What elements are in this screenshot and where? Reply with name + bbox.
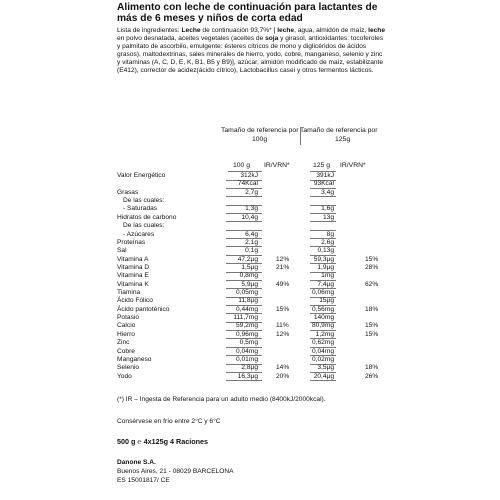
row-underline [310, 380, 336, 381]
column-header-125g: 125 g [313, 162, 331, 169]
value-per-125g: 3,5µg [317, 364, 334, 372]
ref-size-100-value: 100g [252, 136, 268, 143]
nutrient-name: Vitamina E [117, 272, 149, 280]
ir-per-100g: 21% [276, 263, 290, 271]
value-per-125g: 0,06mg [312, 289, 334, 297]
value-per-125g: 7,4µg [317, 280, 334, 288]
column-divider [300, 127, 301, 145]
ir-per-125g: 62% [365, 280, 379, 288]
ir-per-125g: 18% [365, 305, 379, 313]
company-name: Danone S.A. [117, 459, 156, 466]
ingredient-allergen-soy: soja [265, 34, 279, 42]
value-per-100g: 0,1g [245, 247, 258, 255]
ir-per-100g: 14% [276, 364, 290, 372]
ingredient-allergen-milk: Leche [181, 27, 201, 34]
nutrient-name: - Saturadas [123, 205, 158, 213]
nutrient-name: Selenio [117, 364, 139, 372]
value-per-100g: 111,7mg [233, 314, 258, 322]
value-per-125g: 0,02mg [312, 355, 334, 363]
value-per-100g: 1,5µg [241, 263, 258, 271]
value-per-100g: 0,04mg [236, 347, 258, 355]
ir-per-100g: 12% [276, 255, 290, 263]
ir-per-125g: 28% [365, 263, 379, 271]
value-per-125g: 59,3µg [313, 255, 334, 263]
value-per-100g: 74Kcal [237, 180, 258, 188]
ingredient-allergen-milk: leche [277, 27, 295, 34]
value-per-100g: 0,5mg [239, 339, 258, 347]
value-per-125g: 1,9µg [317, 263, 334, 271]
company-code: ES 15001817/ CE [117, 477, 170, 484]
ref-size-125-value: 125g [335, 136, 351, 143]
value-per-100g: 5,9µg [241, 280, 258, 288]
value-per-125g: 1,6g [321, 205, 334, 213]
value-per-100g: 1,3g [245, 205, 258, 213]
value-per-125g: 140mg [313, 314, 334, 322]
row-underline [226, 380, 262, 381]
nutrient-name: Calcio [117, 322, 136, 330]
nutrient-name: Grasas [117, 188, 139, 196]
ir-per-125g: 15% [365, 322, 379, 330]
ir-per-100g: 49% [276, 280, 290, 288]
column-header-ir-100: IR/VRN* [264, 162, 290, 169]
ir-per-100g: 15% [276, 305, 290, 313]
pack-size: 500 g ℮ 4x125g 4 Raciones [117, 437, 209, 446]
ref-size-125-header: Tamaño de referencia por [300, 127, 378, 134]
ingredient-allergen-milk: leche [368, 27, 385, 34]
ir-per-100g: 20% [276, 372, 290, 380]
nutrient-name: Vitamina A [117, 255, 149, 263]
value-per-125g: 1,2mg [315, 330, 334, 338]
storage-instructions: Consérvese en frío entre 2°C y 6°C [117, 418, 221, 425]
footnote: (*) IR – Ingesta de Referencia para un adulto medio (8400kJ/2000kcal). [117, 396, 326, 403]
ir-per-100g: 12% [276, 330, 290, 338]
value-per-100g: 2,7g [245, 188, 258, 196]
value-per-100g: 59,2mg [236, 322, 258, 330]
value-per-125g: 3,4g [321, 188, 334, 196]
nutrient-name: Zinc [117, 339, 130, 347]
nutrient-name: - Azúcares [123, 230, 155, 238]
value-per-100g: 6,4g [245, 230, 258, 238]
ingredients-text: y girasol, antioxidantes: tocoferoles y palmitato de ascorbilo, emulgente: ésteres cítricos de mono y diglicéridos de ácidos grasos), maltodextrinas, sales minerales de hierro, yodo, cobre, manganeso, selenio y zinc y vitaminas (A, C, D, E, K, B1, B5 y B9)], azúcar, almidón modificado de maíz, estabilizante (E412), corrector de acidez(ácido cítrico), Lactobacillus casei y otros fermentos lácticos. [117, 34, 384, 74]
nutrient-name: De las cuales: [123, 197, 165, 205]
nutrient-name: Potasio [117, 314, 139, 322]
value-per-125g: 80,9mg [312, 322, 334, 330]
product-title: Alimento con leche de continuación para lactantes de más de 6 meses y niños de corta edad [117, 2, 378, 24]
nutrient-name: Hidratos de carbono [117, 213, 177, 221]
value-per-125g: 0,04mg [312, 347, 334, 355]
value-per-100g: 0,96mg [236, 330, 258, 338]
value-per-125g: 0,62mg [312, 339, 334, 347]
value-per-125g: 0,56mg [312, 305, 334, 313]
company-address: Buenos Aires, 21 - 08029 BARCELONA [117, 468, 234, 475]
nutrient-name: De las cuales: [123, 222, 165, 230]
value-per-125g: 20,4µg [313, 372, 334, 380]
ingredients-prefix: Lista de ingredientes: [117, 27, 182, 34]
value-per-100g: 0,05mg [236, 289, 258, 297]
value-per-100g: 2,8µg [241, 364, 258, 372]
value-per-100g: 312kJ [240, 172, 258, 179]
ir-per-125g: 26% [365, 372, 379, 380]
value-per-125g: 1mg [321, 272, 334, 280]
value-per-100g: 16,3µg [237, 372, 258, 380]
ir-per-125g: 18% [365, 364, 379, 372]
ingredients-text: de continuación 93,7%* [ [200, 27, 278, 34]
ir-per-100g: 11% [276, 322, 289, 330]
column-header-100g: 100 g [233, 162, 251, 169]
nutrient-name: Ácido pantoténico [117, 305, 170, 313]
value-per-125g: 93Kcal [313, 180, 334, 188]
nutrient-name: Vitamina K [117, 280, 149, 288]
ref-size-100-header: Tamaño de referencia por [221, 127, 299, 134]
value-per-125g: 2,6g [321, 238, 334, 246]
nutrient-name: Proteínas [117, 238, 146, 246]
value-per-125g: 391kJ [316, 172, 334, 179]
value-per-100g: 0,01mg [236, 355, 258, 363]
value-per-125g: 0,13g [317, 247, 334, 255]
nutrient-name: Sal [117, 247, 127, 255]
value-per-100g: 0,44mg [236, 305, 258, 313]
value-per-125g: 13g [322, 213, 334, 221]
nutrient-name: Vitamina D [117, 263, 150, 271]
nutrient-name: Hierro [117, 330, 135, 338]
value-per-100g: 47,2µg [237, 255, 258, 263]
value-per-100g: 2,1g [245, 238, 258, 246]
value-per-100g: 11,8µg [238, 297, 258, 305]
nutrient-name: Yodo [117, 372, 132, 380]
nutrient-name: Cobre [117, 347, 135, 355]
value-per-100g: 10,4g [241, 213, 258, 221]
value-per-125g: 8g [326, 230, 334, 238]
value-per-100g: 0,8mg [239, 272, 258, 280]
ingredients-text: , agua, almidón de maíz, [294, 27, 369, 34]
ingredients-text: en polvo desnatada, aceites vegetales (aceites de [117, 34, 266, 42]
column-header-ir-125: IR/VRN* [340, 162, 366, 169]
nutrient-name: Ácido Fólico [117, 297, 153, 305]
ir-per-125g: 15% [365, 330, 379, 338]
nutrient-name: Valor Energético [117, 172, 166, 179]
value-per-125g: 15µg [319, 297, 334, 305]
nutrient-name: Manganeso [117, 355, 152, 363]
ir-per-125g: 15% [365, 255, 379, 263]
ingredients-list [117, 27, 385, 74]
nutrient-name: Tiamina [117, 289, 141, 297]
